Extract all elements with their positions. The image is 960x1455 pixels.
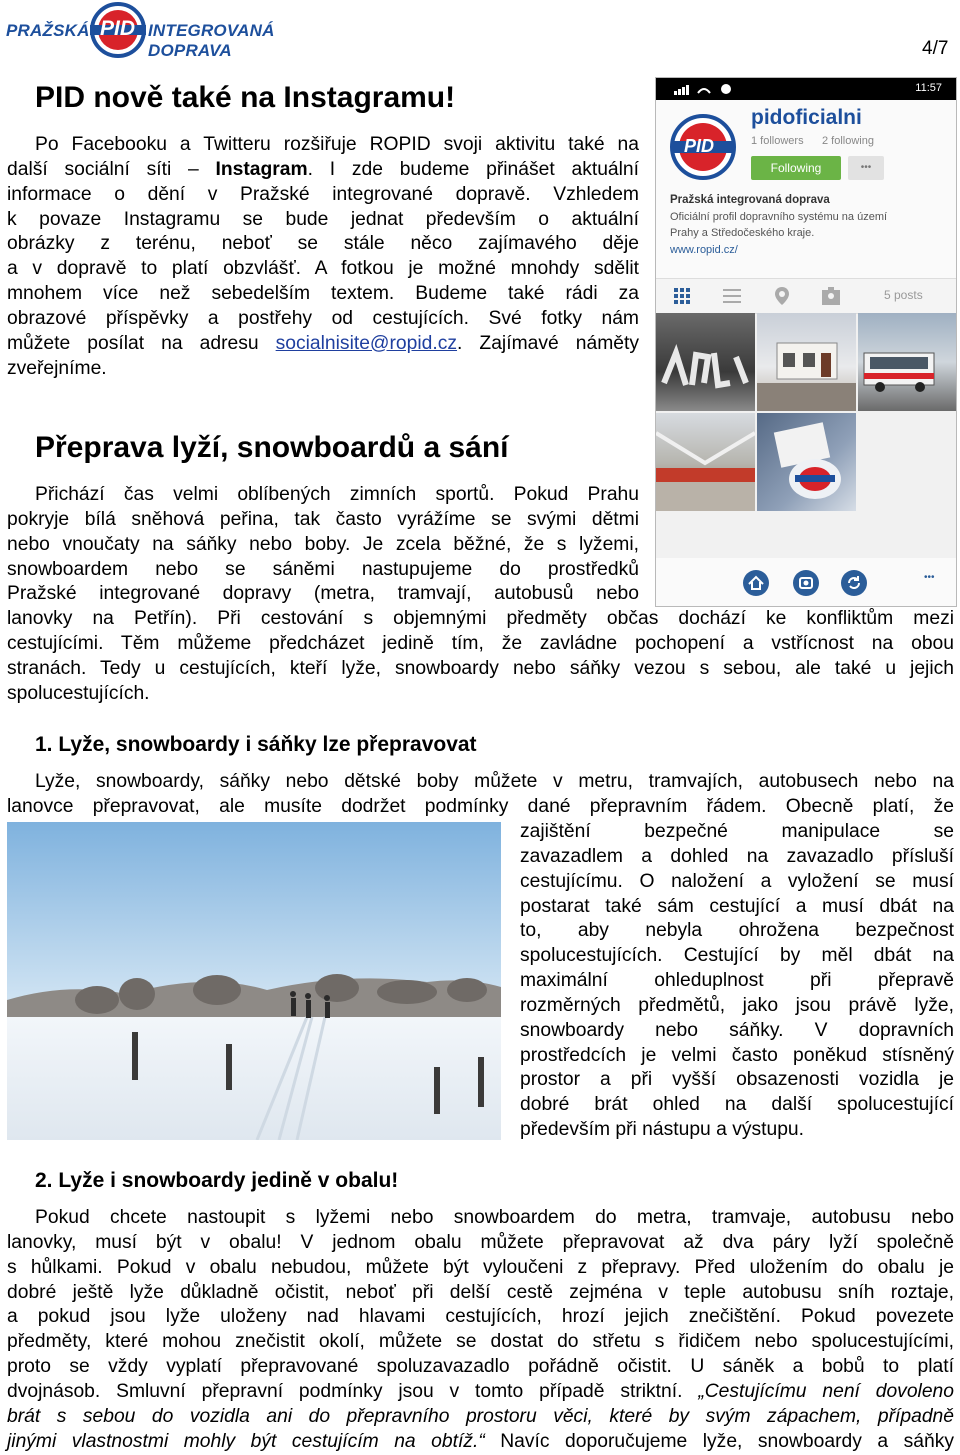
text-line: informace o dění v Pražské integrované dopravě. Vzhledem — [7, 183, 639, 205]
section2-heading: 2. Lyže i snowboardy jedině v obalu! — [35, 1169, 399, 1192]
following-count[interactable]: 2 following — [822, 135, 874, 147]
menu-dots-icon[interactable]: ••• — [924, 572, 935, 583]
article1-body — [7, 133, 639, 381]
article2-title: Přeprava lyží, snowboardů a sání — [35, 431, 509, 464]
text-line: rozměrných předmětů, jako jsou právě lyže, — [520, 994, 954, 1016]
photo-tile-metro[interactable] — [656, 413, 755, 511]
text-line: obrazové příspěvky a postřehy od cestujících. Své fotky nám — [7, 307, 639, 329]
article2-full-body — [7, 607, 954, 706]
graffiti-icon — [656, 313, 755, 411]
location-pin-icon[interactable] — [775, 287, 789, 305]
logo-text-right: INTEGROVANÁ DOPRAVA — [148, 21, 275, 60]
bus-icon — [858, 313, 957, 411]
logo-badge-text: PID — [100, 17, 136, 40]
text-line: cestujícímu. O naložení a vyložení se musí — [520, 870, 954, 892]
list-view-icon[interactable] — [723, 289, 741, 303]
text-line: cestujícími. Těm můžeme předcházet jedině tím, že zavládne pochopení a vstřícnost na obou — [7, 632, 954, 654]
text-line: lanovky na Petřín). Při cestování s objemnými předměty občas dochází ke konfliktům mezi — [7, 608, 954, 629]
camera-icon[interactable] — [793, 570, 819, 596]
text-line: k povaze Instagramu se bude jednat především o aktuální — [7, 208, 639, 230]
text-line: snowboardem nebo se sáněmi nastupujeme do prostředků — [7, 558, 639, 580]
status-bar — [656, 78, 956, 100]
text-line: zavazadlem a dohled na zavazadlo přísluší — [520, 845, 954, 867]
building-icon — [757, 313, 856, 411]
text-line: a pokud jsou lyže uloženy nad hlavami cestujících, hrozí jejich znečištění. Pokud povezete — [7, 1306, 954, 1328]
bottom-nav — [656, 558, 957, 607]
photo-tile-bus[interactable] — [858, 313, 957, 411]
photo-tile-ticket[interactable] — [757, 413, 856, 511]
text-line: zveřejníme. — [7, 357, 107, 379]
text-line: obrázky z terénu, neboť se stále něco zajímavého děje — [7, 233, 639, 255]
followers-count[interactable]: 1 followers — [751, 135, 804, 147]
text-line: zajištění bezpečné manipulace se — [520, 821, 954, 842]
more-options-button[interactable]: ••• — [848, 156, 884, 180]
section1-heading: 1. Lyže, snowboardy i sáňky lze přepravovat — [35, 733, 477, 756]
home-icon[interactable] — [743, 570, 769, 596]
instagram-screenshot — [655, 77, 957, 607]
status-time: 11:57 — [915, 82, 942, 94]
email-link[interactable]: socialnisite@ropid.cz — [275, 332, 458, 354]
refresh-icon[interactable] — [841, 570, 867, 596]
skiers-in-snow-icon — [7, 822, 501, 1140]
text-line: Přichází čas velmi oblíbených zimních sportů. Pokud Prahu — [35, 484, 639, 505]
text-line: to, aby nebyla ohrožena bezpečnost — [520, 920, 954, 942]
text-line: Po Facebooku a Twitteru rozšiřuje ROPID svoji aktivitu také na — [35, 134, 639, 155]
page-number: 4/7 — [922, 38, 949, 59]
text-line: prostředcích je velmi často poněkud stísněný — [520, 1044, 954, 1066]
posts-count: 5 posts — [884, 288, 923, 302]
text-line: stranách. Tedy u cestujících, kteří lyže, snowboardy nebo sáňky vezou s sebou, ale také u jejich — [7, 657, 954, 679]
profile-header — [656, 100, 957, 278]
text-line: prostor a při vyšší obsazenosti vozidla je — [520, 1069, 954, 1091]
section2-body — [7, 1206, 954, 1454]
text-line: s hůlkami. Pokud v obalu nebudou, můžete být vyloučeni z přepravy. Před uložením do obalu je — [7, 1256, 954, 1278]
bio-line: Prahy a Středočeského kraje. — [670, 227, 815, 239]
bio-line: Oficiální profil dopravního systému na území — [670, 211, 888, 223]
text-line: spolucestujících. — [7, 682, 150, 704]
article2-narrow-body — [7, 483, 639, 607]
section1-full-body — [7, 770, 954, 820]
text-line: Lyže, snowboardy, sáňky nebo dětské boby můžete v metru, tramvajích, autobusech nebo na — [35, 771, 954, 792]
text-line: postarat také sám cestující a musí dbát na — [520, 895, 954, 917]
metro-station-icon — [656, 413, 755, 511]
text-line: můžete posílat na adresu socialnisite@ropid.cz. Zajímavé náměty — [7, 332, 639, 354]
grid-view-icon[interactable] — [674, 288, 690, 304]
text-line: lanovky, musí být v obalu! V jednom obalu můžete přepravovat až dva páry lyží společně — [7, 1231, 954, 1253]
text-line: jinými vlastnostmi mohly být cestujícím na obtíž.“ Navíc doporučujeme lyže, snowboardy a sáňky — [7, 1430, 954, 1452]
header-logo — [6, 2, 351, 58]
text-line: snowboardy nebo sáňky. V dopravních — [520, 1019, 954, 1041]
text-line: další sociální síti – Instagram. I zde budeme přinášet aktuální — [7, 158, 640, 180]
text-line: a v dopravě to platí obzvlášť. A fotkou je možné mnohdy sdělit — [7, 258, 639, 280]
text-line: mnohem více než sebedelším textem. Budeme také rádi za — [7, 283, 639, 305]
text-line: nebo vnoučaty na sáňky nebo boby. Je zcela běžné, že s lyžemi, — [7, 533, 639, 555]
text-line: pokryje bílá sněhová peřina, tak často vyrážíme se svými dětmi — [7, 508, 639, 530]
avatar-badge-text: PID — [684, 136, 715, 156]
text-line: maximální ohleduplnost při přepravě — [520, 970, 954, 992]
text-line: brát s sebou do vozidla ani do přepravního prostoru věci, které by svým zápachem, případně — [7, 1405, 954, 1427]
tagged-photos-icon[interactable] — [822, 287, 840, 305]
text-line: lanovce přepravovat, ale musíte dodržet podmínky dané přepravním řádem. Obecně platí, že — [7, 795, 954, 817]
signal-icon — [674, 83, 734, 95]
text-line: dvojnásob. Smluvní přepravní podmínky jsou v tomto případě striktní. „Cestujícímu není dovoleno — [7, 1380, 955, 1402]
snow-landscape-photo — [7, 822, 501, 1140]
article1-title: PID nově také na Instagramu! — [35, 81, 456, 114]
bio-name: Pražská integrovaná doprava — [670, 194, 830, 206]
photo-tile-graffiti[interactable] — [656, 313, 755, 411]
section1-side-body — [520, 820, 954, 1143]
profile-tab-bar — [656, 278, 957, 314]
pid-ticket-icon — [757, 413, 856, 511]
text-line: především při nástupu a výstupu. — [520, 1119, 805, 1141]
text-line: Pražské integrované dopravy (metra, tramvají, autobusů nebo — [7, 583, 639, 605]
logo-text-left: PRAŽSKÁ — [6, 21, 90, 40]
photo-tile-station[interactable] — [757, 313, 856, 411]
bio-link[interactable]: www.ropid.cz/ — [670, 244, 738, 256]
text-line: předměty, které mohou znečistit okolí, můžete se dostat do střetu s řidičem nebo spolucestujícími, — [7, 1331, 954, 1353]
text-line: dobré ještě lyže důkladně očistit, neboť při delší cestě zejména v teple autobusu sníh roztaje, — [7, 1281, 954, 1303]
text-line: spolucestujících. Cestující by měl dbát na — [520, 945, 954, 967]
profile-username: pidoficialni — [751, 106, 862, 129]
following-button[interactable]: Following — [751, 156, 841, 180]
text-line: Pokud chcete nastoupit s lyžemi nebo snowboardem do metra, tramvaje, autobusu nebo — [35, 1207, 954, 1228]
text-line: proto se vždy vyplatí přepravované spoluzavazadlo pořádně očistit. U sáněk a bobů to platí — [7, 1356, 954, 1378]
text-line: dobré brát ohled na další spolucestující — [520, 1094, 954, 1116]
